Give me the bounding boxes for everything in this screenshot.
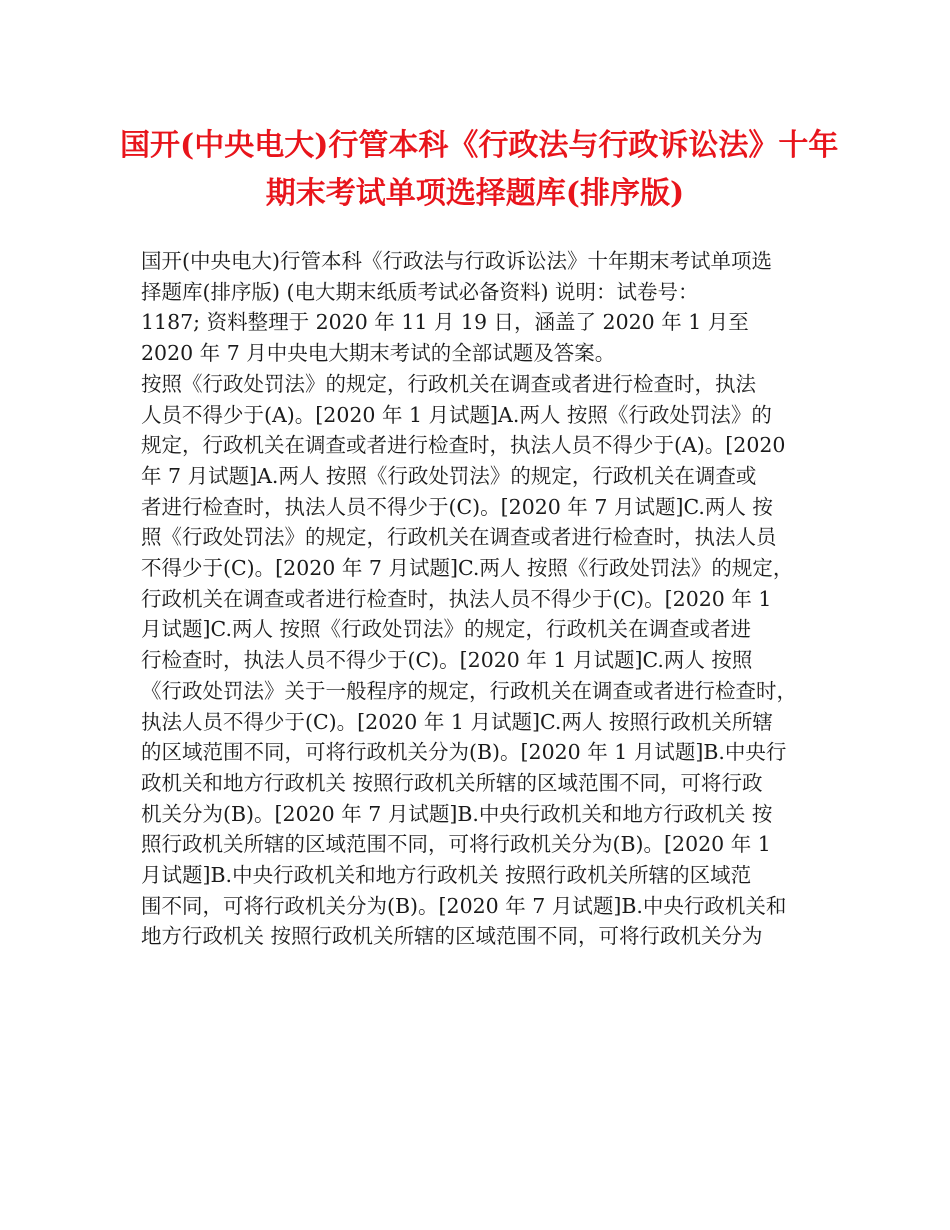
body-line: 年 7 月试题]A.两人 按照《行政处罚法》的规定，行政机关在调查或	[141, 463, 757, 488]
body-line: 国开(中央电大)行管本科《行政法与行政诉讼法》十年期末考试单项选	[141, 249, 772, 273]
body-line: 规定，行政机关在调查或者进行检查时，执法人员不得少于(A)。[2020	[141, 433, 786, 458]
body-line: 1187; 资料整理于 2020 年 11 月 19 日，涵盖了 2020 年 1 月至	[141, 310, 749, 335]
body-line: 照行政机关所辖的区域范围不同，可将行政机关分为(B)。[2020 年 1	[141, 832, 771, 857]
body-line: 人员不得少于(A)。[2020 年 1 月试题]A.两人 按照《行政处罚法》的	[141, 402, 772, 427]
body-line: 不得少于(C)。[2020 年 7 月试题]C.两人 按照《行政处罚法》的规定，	[141, 556, 794, 581]
body-line: 执法人员不得少于(C)。[2020 年 1 月试题]C.两人 按照行政机关所辖	[141, 709, 773, 734]
body-line: 月试题]C.两人 按照《行政处罚法》的规定，行政机关在调查或者进	[141, 617, 751, 642]
body-line: 月试题]B.中央行政机关和地方行政机关 按照行政机关所辖的区域范	[141, 863, 752, 888]
body-line: 按照《行政处罚法》的规定，行政机关在调查或者进行检查时，执法	[141, 371, 756, 396]
body-line: 行政机关在调查或者进行检查时，执法人员不得少于(C)。[2020 年 1	[141, 586, 772, 611]
body-line: 政机关和地方行政机关 按照行政机关所辖的区域范围不同，可将行政	[141, 770, 763, 795]
body-line: 照《行政处罚法》的规定，行政机关在调查或者进行检查时，执法人员	[141, 525, 777, 550]
body-line: 择题库(排序版) (电大期末纸质考试必备资料) 说明：试卷号：	[141, 279, 699, 304]
body-line: 行检查时，执法人员不得少于(C)。[2020 年 1 月试题]C.两人 按照	[141, 648, 753, 673]
body-line: 机关分为(B)。[2020 年 7 月试题]B.中央行政机关和地方行政机关 按	[141, 801, 773, 826]
body-line: 地方行政机关 按照行政机关所辖的区域范围不同，可将行政机关分为	[141, 924, 763, 949]
body-line: 2020 年 7 月中央电大期末考试的全部试题及答案。	[141, 341, 616, 366]
document-title	[120, 122, 839, 218]
body-line: 围不同，可将行政机关分为(B)。[2020 年 7 月试题]B.中央行政机关和	[141, 893, 787, 918]
body-line: 的区域范围不同，可将行政机关分为(B)。[2020 年 1 月试题]B.中央行	[141, 740, 787, 765]
body-line: 者进行检查时，执法人员不得少于(C)。[2020 年 7 月试题]C.两人 按	[141, 494, 773, 519]
title-line: 国开(中央电大)行管本科《行政法与行政诉讼法》十年	[120, 128, 839, 163]
body-line: 《行政处罚法》关于一般程序的规定，行政机关在调查或者进行检查时，	[141, 678, 797, 703]
title-line: 期末考试单项选择题库(排序版)	[265, 176, 685, 211]
document-body	[141, 246, 815, 952]
